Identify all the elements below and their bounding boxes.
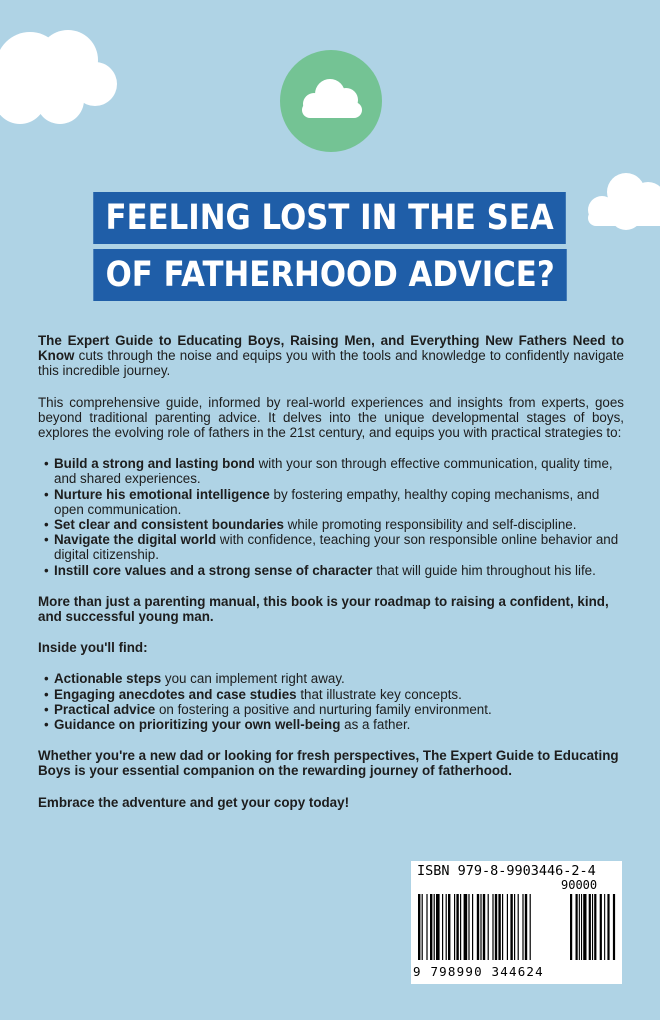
back-cover-blurb <box>38 333 624 810</box>
list-item-text: while promoting responsibility and self-discipline. <box>283 517 577 533</box>
barcode-bar <box>600 894 602 960</box>
isbn-number: ISBN 979-8-9903446-2-4 <box>417 863 596 879</box>
barcode-bar <box>422 894 423 960</box>
ean-number: 9 798990 344624 <box>413 964 544 979</box>
list-item-bold: Guidance on prioritizing your own well-being <box>54 717 341 733</box>
list-item <box>38 717 624 732</box>
list-item <box>38 532 624 562</box>
list-item-bold: Actionable steps <box>54 671 162 687</box>
barcode-bar <box>460 894 461 960</box>
barcode-bar <box>442 894 443 960</box>
list-item-bold: Practical advice <box>54 701 156 717</box>
list-item-bold: Nurture his emotional intelligence <box>54 486 270 502</box>
list-item <box>38 487 624 517</box>
closing-line: Embrace the adventure and get your copy today! <box>38 794 350 810</box>
barcode-bar <box>495 894 497 960</box>
list-item-text: on fostering a positive and nurturing family environment. <box>155 701 492 717</box>
barcode-bar <box>456 894 458 960</box>
list-item-bold: Build a strong and lasting bond <box>54 456 255 472</box>
barcode-bar <box>464 894 468 960</box>
price-code: 90000 <box>561 878 598 892</box>
list-item-bold: Set clear and consistent boundaries <box>54 517 284 533</box>
barcode-bar <box>607 894 609 960</box>
list-item-text: by fostering empathy, healthy coping mechanisms, and open communication. <box>54 486 600 517</box>
barcode-bar <box>583 894 586 960</box>
barcode-bar <box>581 894 582 960</box>
barcode-bar <box>488 894 489 960</box>
list-item <box>38 517 624 532</box>
list-item-text: you can implement right away. <box>161 671 345 687</box>
list-item <box>38 671 624 686</box>
barcode-bar <box>525 894 527 960</box>
list-item-text: with your son through effective communication, quality time, and shared experiences. <box>54 456 613 487</box>
list-item-text: that will guide him throughout his life. <box>372 562 596 578</box>
roadmap-paragraph: More than just a parenting manual, this book is your roadmap to raising a confident, kind, and successful young man. <box>38 593 609 625</box>
barcode-bar <box>522 894 523 960</box>
barcode-bar <box>530 894 531 960</box>
list-item-bold: Instill core values and a strong sense of character <box>54 562 373 578</box>
list-item-bold: Engaging anecdotes and case studies <box>54 686 297 702</box>
barcode-bar <box>472 894 473 960</box>
barcode-bar <box>448 894 450 960</box>
inside-list <box>38 671 624 732</box>
strategies-list <box>38 456 624 578</box>
barcode-bar <box>510 894 512 960</box>
barcode-bar <box>430 894 432 960</box>
headline-line-1 <box>0 192 660 244</box>
description-paragraph: This comprehensive guide, informed by real-world experiences and insights from experts, goes beyond traditional parenting advice. It delves into the unique developmental stages of boys, explores the evolving role of fathers in the 21st century, and equips you with practical strategies to: <box>38 394 624 441</box>
barcode-bar <box>498 894 500 960</box>
list-item <box>38 687 624 702</box>
headline-line-2 <box>0 249 660 301</box>
barcode-bar <box>492 894 493 960</box>
barcode-bar <box>507 894 508 960</box>
barcode-bar <box>434 894 435 960</box>
barcode-bar <box>426 894 427 960</box>
list-item-bold: Navigate the digital world <box>54 532 217 548</box>
barcode-bar <box>604 894 605 960</box>
intro-text: cuts through the noise and equips you with the tools and knowledge to confidently navigate this incredible journey. <box>38 348 624 379</box>
intro-paragraph <box>38 333 624 379</box>
isbn-barcode <box>411 861 622 984</box>
barcode-bar <box>514 894 515 960</box>
barcode-bar <box>446 894 447 960</box>
inside-heading: Inside you'll find: <box>38 640 148 656</box>
barcode-bar <box>579 894 580 960</box>
barcode-bar <box>468 894 469 960</box>
list-item-text: as a father. <box>340 717 411 733</box>
list-item <box>38 563 624 578</box>
barcode-bars <box>417 894 617 962</box>
barcode-bar <box>483 894 485 960</box>
barcode-bar <box>480 894 481 960</box>
companion-paragraph: Whether you're a new dad or looking for fresh perspectives, The Expert Guide to Educating Boys is your essential companion on the rewarding journey of fatherhood. <box>38 748 619 779</box>
cloud-top-left-icon <box>0 18 125 128</box>
logo-badge <box>280 50 382 152</box>
barcode-bar <box>589 894 591 960</box>
barcode-bar <box>592 894 593 960</box>
barcode-bar <box>454 894 455 960</box>
list-item <box>38 702 624 717</box>
barcode-bar <box>418 894 420 960</box>
cloud-icon <box>294 76 368 126</box>
barcode-bar <box>576 894 578 960</box>
book-title-bold: The Expert Guide to Educating Boys, Raising Men, and Everything New Fathers Need to Know <box>38 333 624 364</box>
headline-banner-2: OF FATHERHOOD ADVICE? <box>93 249 567 301</box>
barcode-bar <box>518 894 519 960</box>
barcode-bar <box>477 894 479 960</box>
barcode-bar <box>502 894 503 960</box>
list-item-text: that illustrate key concepts. <box>296 686 462 702</box>
barcode-bar <box>613 894 615 960</box>
barcode-bar <box>570 894 572 960</box>
list-item-text: with confidence, teaching your son responsible online behavior and digital citizenship. <box>54 532 619 563</box>
barcode-bar <box>436 894 440 960</box>
headline-banner-1: FEELING LOST IN THE SEA <box>94 192 567 244</box>
list-item <box>38 456 624 486</box>
barcode-bar <box>594 894 596 960</box>
